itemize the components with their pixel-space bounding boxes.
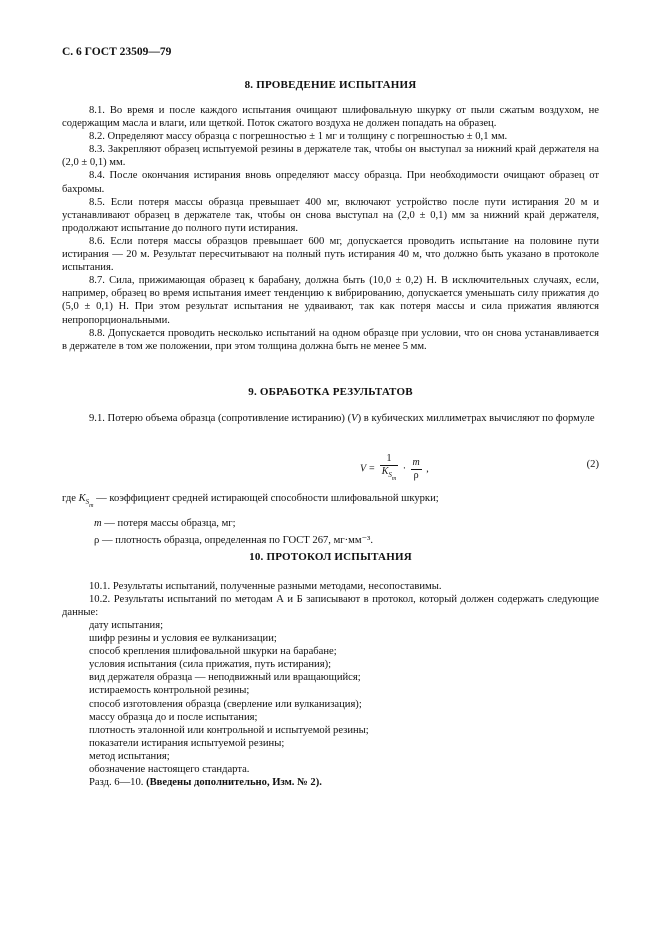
fraction-2-numerator: m (412, 456, 420, 468)
list-item: показатели истирания испытуемой резины; (89, 737, 285, 749)
fraction-1-numerator: 1 (380, 453, 399, 466)
legend-rho: ρ — плотность образца, определенная по ГОСТ 267, мг·мм⁻³. (94, 535, 374, 547)
list-item: шифр резины и условия ее вулканизации; (89, 633, 277, 645)
k-subscript: Sm (388, 471, 397, 482)
fraction-2 (411, 457, 422, 482)
paragraph-8-3: 8.3. Закрепляют образец испытуемой резины в держателе так, чтобы он выступал за нижний край держателя на (2,0 ± 0,1) мм. (62, 144, 599, 169)
list-item: условия испытания (сила прижатия, путь истирания); (89, 659, 332, 671)
paragraph-8-5: 8.5. Если потеря массы образца превышает 400 мг, включают устройство после пути истирания 20 м и устанавливают образец в держателе так, чтобы он снова выступал на (2,0 ± 0,1) мм за нижний край держателя, продолжают испытание до полного пути истирания. (62, 196, 599, 234)
paragraph-8-7: 8.7. Сила, прижимающая образец к барабану, должна быть (10,0 ± 0,2) Н. В исключительных случаях, если, например, образец во время испытания имеет тенденцию к вибрированию, допускается уменьшать силу прижатия до (5,0 ± 0,1) Н. При этом результат испытания не удваивают, так как потеря массы и сила прижатия являются непропорциональными. (62, 275, 599, 326)
formula-legend (62, 492, 599, 547)
paragraph-8-6: 8.6. Если потеря массы образцов превышает 600 мг, допускается проводить испытание на половине пути истирания — 20 м. Результат пересчитывают на полный путь истирания 40 м, что должно быть указано в протоколе испытания. (62, 235, 599, 274)
list-item: способ изготовления образца (сверление или вулканизация); (89, 698, 362, 710)
section-9-intro (62, 412, 599, 425)
section-10-title: 10. ПРОТОКОЛ ИСПЫТАНИЯ (249, 551, 412, 563)
list-item: вид держателя образца — неподвижный или вращающийся; (89, 672, 361, 684)
paragraph-10-2: 10.2. Результаты испытаний по методам А и Б записывают в протокол, который должен содержать следующие данные: (62, 594, 599, 619)
footnote: Разд. 6—10. (Введены дополнительно, Изм. № 2). (89, 777, 322, 789)
formula-lhs: V = (360, 463, 376, 475)
paragraph-8-4: 8.4. После окончания истирания вновь определяют массу образца. При необходимости очищают образец от бахромы. (62, 170, 599, 195)
section-8-body (62, 104, 599, 353)
fraction-1-denominator (380, 466, 399, 485)
legend-m: m — потеря массы образца, мг; (94, 518, 236, 530)
paragraph-10-1: 10.1. Результаты испытаний, полученные разными методами, несопоставимы. (89, 581, 442, 592)
legend-k: где $K_{Sm}$ — коэффициент средней истирающей способности шлифовальной шкурки; (62, 493, 439, 509)
intro-text-b: ) в кубических миллиметрах вычисляют по формуле (357, 413, 595, 424)
k-symbol: K (381, 466, 389, 477)
protocol-items-list (89, 619, 369, 789)
paragraph-8-2: 8.2. Определяют массу образца с погрешностью ± 1 мг и толщину с погрешностью ± 0,1 мм. (89, 131, 508, 143)
list-item: обозначение настоящего стандарта. (89, 764, 250, 776)
paragraph-8-8: 8.8. Допускается проводить несколько испытаний на одном образце при условии, что он снова устанавливается в держателе в том же положении, при этом толщина должна быть не менее 5 мм. (62, 327, 599, 352)
intro-text-a: 9.1. Потерю объема образца (сопротивление истиранию) ( (89, 413, 352, 424)
formula-dot: · (402, 463, 407, 475)
variable-v: V (351, 413, 358, 424)
section-10-body (62, 580, 599, 619)
list-item: метод испытания; (89, 750, 170, 762)
list-item: дату испытания; (89, 620, 164, 631)
formula-expression (360, 453, 429, 485)
list-item: плотность эталонной или контрольной и испытуемой резины; (89, 724, 369, 736)
section-9-title: 9. ОБРАБОТКА РЕЗУЛЬТАТОВ (248, 386, 413, 398)
list-item: способ крепления шлифовальной шкурки на барабане; (89, 646, 337, 658)
list-item: массу образца до и после испытания; (89, 711, 258, 723)
fraction-2-denominator: ρ (413, 469, 419, 481)
list-item: истираемость контрольной резины; (89, 685, 250, 697)
fraction-1 (380, 453, 399, 485)
formula-end: , (426, 463, 429, 475)
formula-number: (2) (586, 459, 599, 470)
paragraph-8-1: 8.1. Во время и после каждого испытания очищают шлифовальную шкурку от пыли сжатым воздухом, не содержащим масла и влаги, или щеткой. Поток сжатого воздуха не должен попадать на образец. (62, 105, 599, 130)
page-header: С. 6 ГОСТ 23509—79 (62, 46, 172, 58)
paragraph-9-1 (62, 412, 599, 425)
formula-2 (62, 450, 599, 484)
section-8-title: 8. ПРОВЕДЕНИЕ ИСПЫТАНИЯ (244, 79, 417, 91)
